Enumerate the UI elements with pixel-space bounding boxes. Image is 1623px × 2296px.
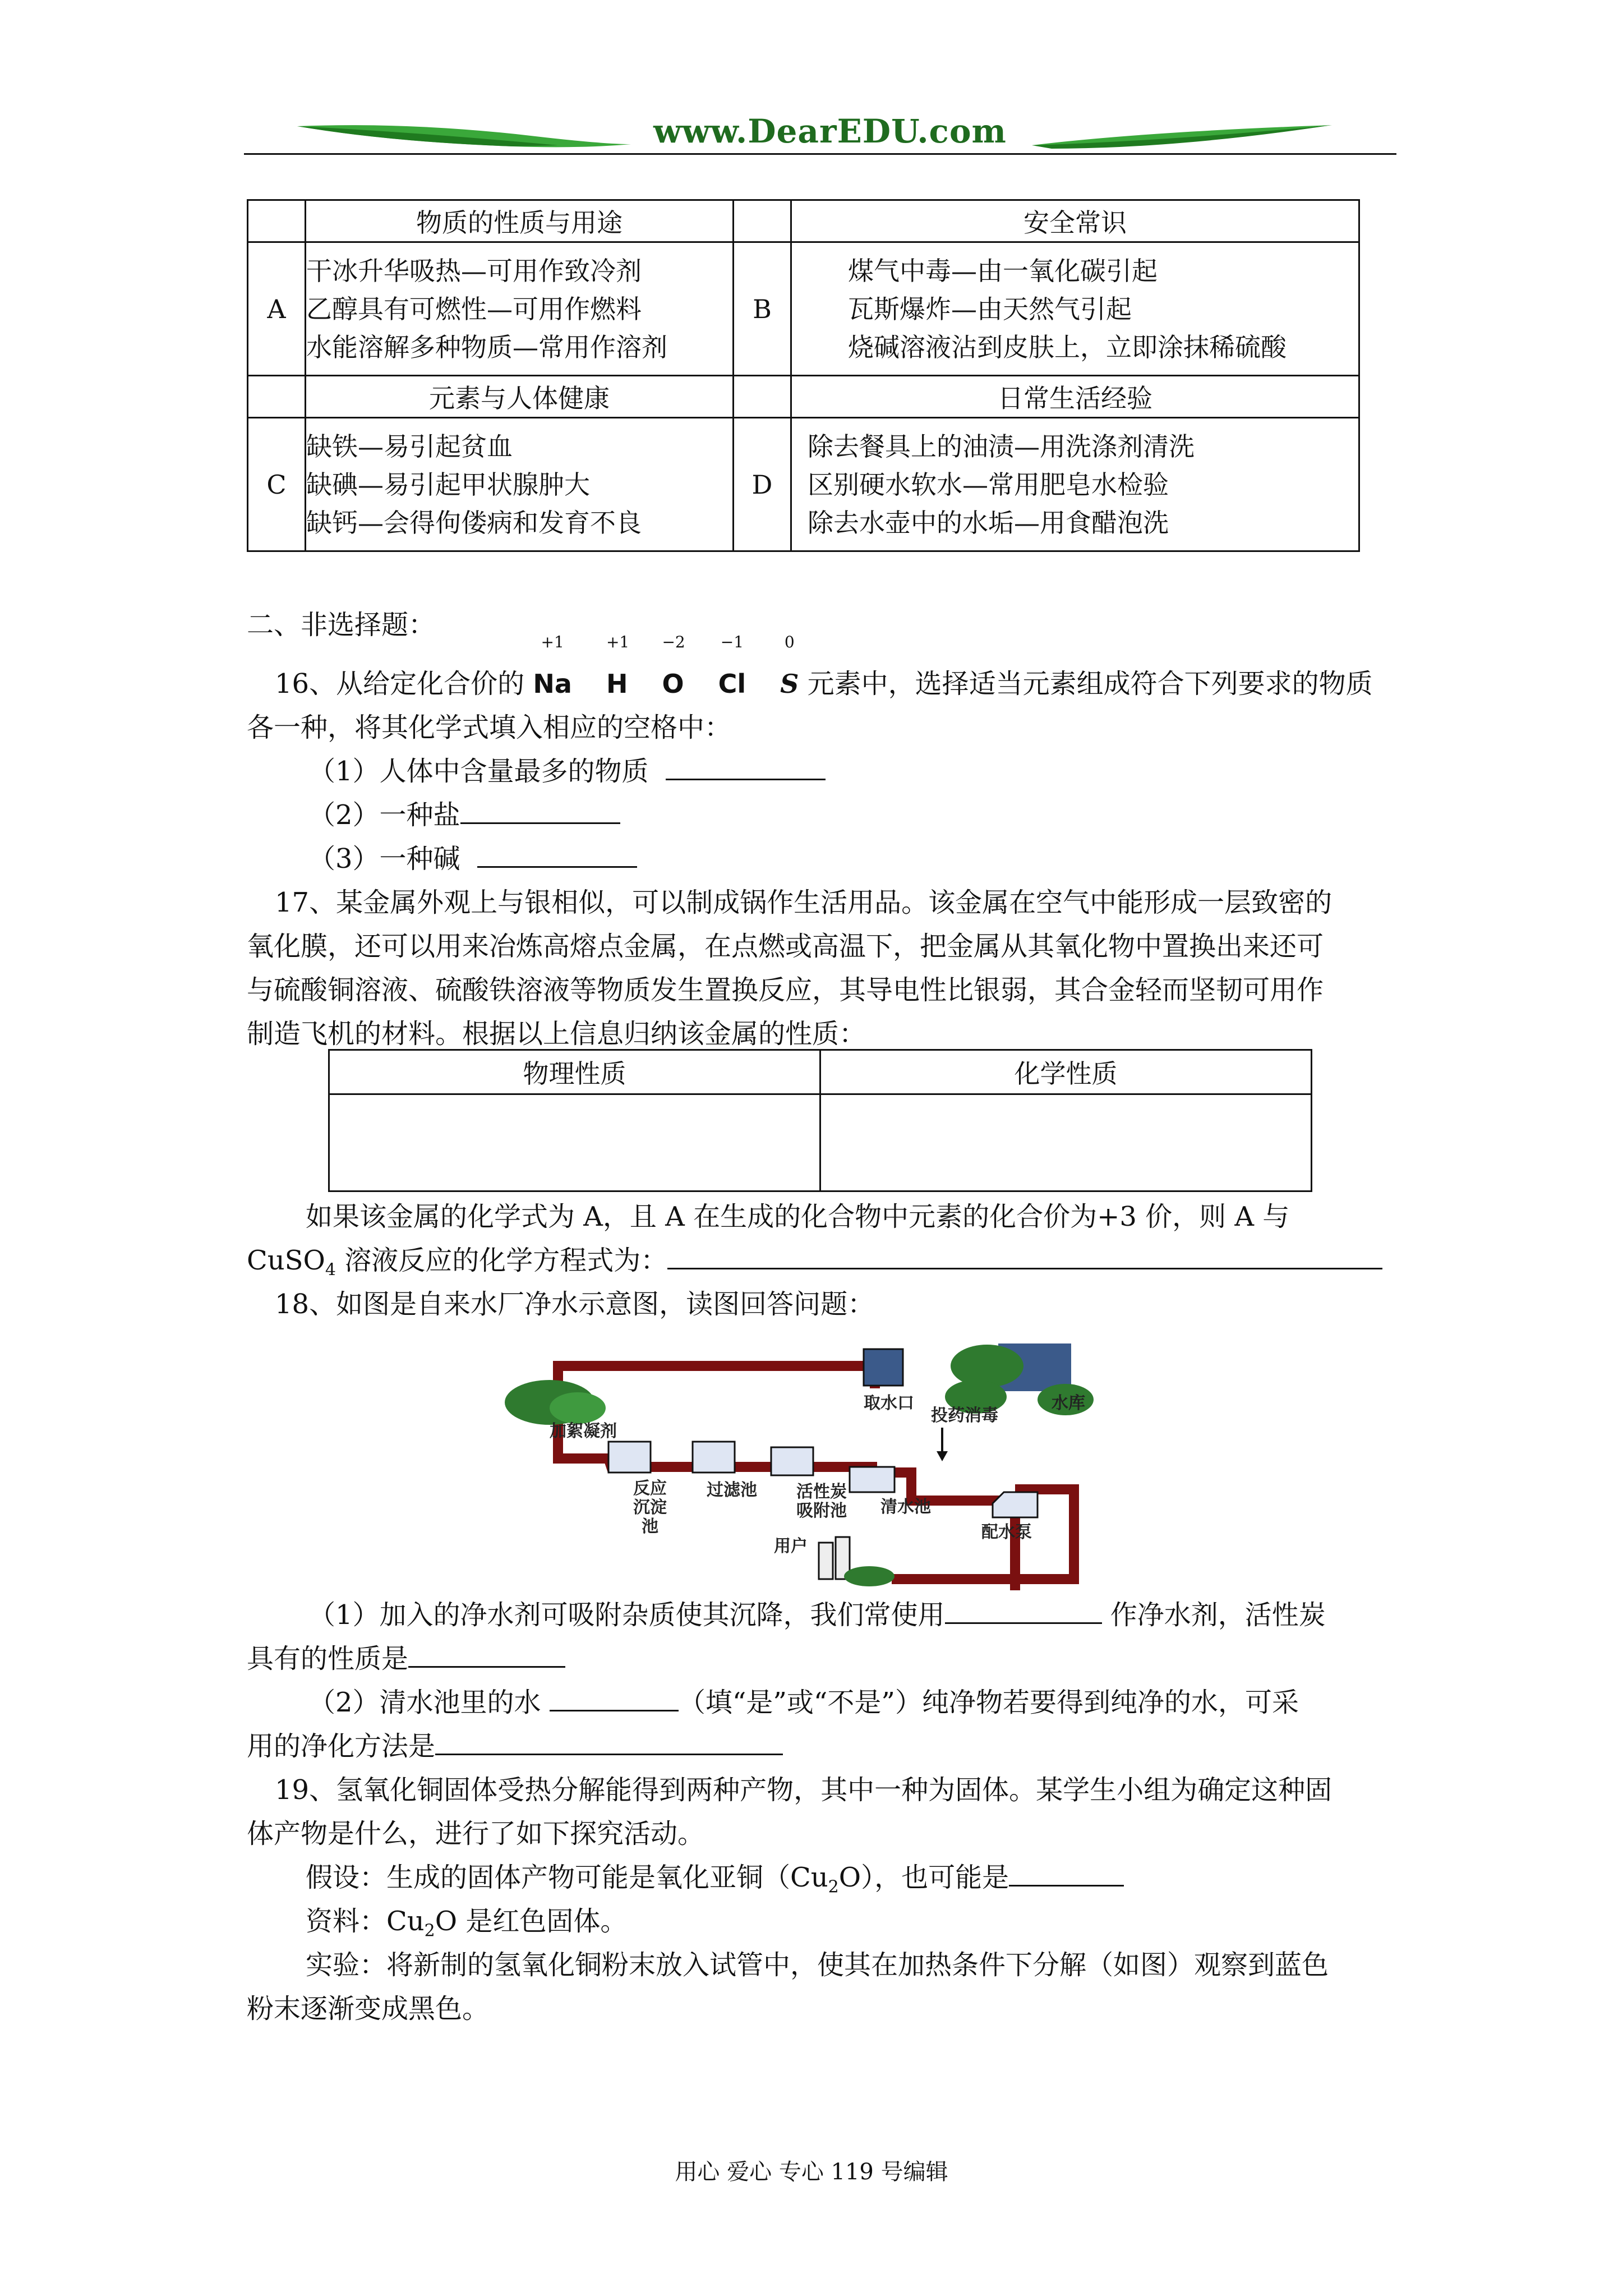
page-header — [244, 109, 1396, 160]
option-d-line: 区别硬水软水—常用肥皂水检验 — [808, 469, 1169, 500]
q17-after-2: CuSO$_4$ 溶液反应的化学方程式为： — [247, 1239, 1382, 1292]
coagulant-answer-blank[interactable] — [945, 1593, 1102, 1624]
metal-property-table — [328, 1049, 1312, 1192]
q19-line-1: 19、氢氧化铜固体受热分解能得到两种产物，其中一种为固体。某学生小组为确定这种固 — [275, 1774, 1332, 1806]
q16-prefix: 16、从给定化合价的 — [275, 668, 525, 700]
physical-property-answer[interactable] — [329, 1094, 820, 1191]
option-letter-b: B — [734, 242, 791, 376]
q16-item-1: （1）人体中含量最多的物质 — [308, 749, 826, 793]
q18-sub1-line-2: 具有的性质是 — [247, 1637, 565, 1681]
option-d-content — [791, 418, 1359, 551]
q16-answer-blank-3[interactable] — [477, 837, 637, 868]
option-letter-a: A — [248, 242, 306, 376]
water-plant-illustration — [505, 1332, 1127, 1590]
q18-sub2-line-2: 用的净化方法是 — [247, 1724, 783, 1768]
label-clear-water-tank: 清水池 — [880, 1497, 931, 1517]
purification-method-answer-blank[interactable] — [435, 1724, 783, 1755]
q17-line-4: 制造飞机的材料。根据以上信息归纳该金属的性质： — [247, 1018, 866, 1050]
blank-cell — [248, 200, 306, 242]
q19-experiment-line-2: 粉末逐渐变成黑色。 — [247, 1993, 490, 2024]
q19-experiment-line-1: 实验：将新制的氢氧化铜粉末放入试管中，使其在加热条件下分解（如图）观察到蓝色 — [306, 1949, 1329, 1981]
label-sediment-tank: 反应沉淀池 — [633, 1479, 667, 1536]
q16-answer-blank-1[interactable] — [666, 749, 826, 780]
water-plant-diagram — [505, 1332, 1127, 1590]
label-intake: 取水口 — [864, 1393, 914, 1413]
option-a-content — [306, 242, 734, 376]
page-footer: 用心 爱心 专心 119 号编辑 — [675, 2159, 948, 2185]
option-a-line: 干冰升华吸热—可用作致冷剂 — [306, 255, 642, 286]
chemical-property-answer[interactable] — [820, 1094, 1312, 1191]
option-a-line: 水能溶解多种物质—常用作溶剂 — [306, 332, 667, 362]
option-b-line: 瓦斯爆炸—由天然气引起 — [848, 293, 1132, 324]
table-head-right: 安全常识 — [791, 200, 1359, 242]
option-c-line: 缺碘—易引起甲状腺肿大 — [306, 469, 590, 500]
q18-sub1-line-1: （1）加入的净水剂可吸附杂质使其沉降，我们常使用 作净水剂，活性炭 — [308, 1593, 1326, 1637]
option-c-line: 缺钙—会得佝偻病和发育不良 — [306, 507, 642, 538]
label-carbon-tank: 活性炭吸附池 — [796, 1482, 847, 1521]
q17-line-2: 氧化膜，还可以用来冶炼高熔点金属，在点燃或高温下，把金属从其氧化物中置换出来还可 — [247, 931, 1324, 962]
label-disinfect: 投药消毒 — [931, 1406, 998, 1425]
choice-table — [247, 199, 1360, 552]
option-c-content — [306, 418, 734, 551]
option-b-content — [791, 242, 1359, 376]
blank-cell — [734, 200, 791, 242]
option-c-line: 缺铁—易引起贫血 — [306, 431, 513, 462]
q16-line-1 — [275, 633, 1373, 706]
q19-hypothesis: 假设：生成的固体产物可能是氧化亚铜$(Cu_2O)$，也可能是 — [306, 1856, 1124, 1910]
col-physical-property: 物理性质 — [329, 1050, 820, 1094]
hypothesis-answer-blank[interactable] — [1009, 1856, 1124, 1887]
option-d-line: 除去水壶中的水垢—用食醋泡洗 — [808, 507, 1169, 538]
label-water-pump: 配水泵 — [981, 1522, 1032, 1542]
section-heading: 二、非选择题： — [247, 609, 436, 641]
element-s: 0 S — [780, 633, 799, 699]
table-head-left-2: 元素与人体健康 — [306, 376, 734, 418]
carbon-property-answer-blank[interactable] — [408, 1637, 565, 1668]
q16-item-2: （2）一种盐 — [308, 793, 620, 837]
table-head-right-2: 日常生活经验 — [791, 376, 1359, 418]
header-rule — [244, 153, 1396, 155]
q19-line-2: 体产物是什么，进行了如下探究活动。 — [247, 1818, 705, 1849]
q17-line-1: 17、某金属外观上与银相似，可以制成锅作生活用品。该金属在空气中能形成一层致密的 — [275, 887, 1332, 918]
q19-info: 资料：$Cu_2O$ 是红色固体。 — [306, 1906, 628, 1941]
element-na: +1 Na — [533, 633, 572, 699]
label-reservoir: 水库 — [1052, 1393, 1085, 1413]
label-coagulant: 加絮凝剂 — [550, 1421, 617, 1441]
q18-title: 18、如图是自来水厂净水示意图，读图回答问题： — [275, 1289, 875, 1320]
equation-answer-blank[interactable] — [667, 1239, 1382, 1269]
option-a-line: 乙醇具有可燃性—可用作燃料 — [306, 293, 642, 324]
table-head-left: 物质的性质与用途 — [306, 200, 734, 242]
q17-line-3: 与硫酸铜溶液、硫酸铁溶液等物质发生置换反应，其导电性比银弱，其合金轻而坚韧可用作 — [247, 974, 1324, 1006]
option-d-line: 除去餐具上的油渍—用洗涤剂清洗 — [808, 431, 1195, 462]
q16-line-2: 各一种，将其化学式填入相应的空格中： — [247, 712, 732, 743]
blank-cell — [248, 376, 306, 418]
label-filter-tank: 过滤池 — [707, 1480, 757, 1500]
element-h: +1 H — [606, 633, 630, 699]
label-users: 用户 — [774, 1536, 808, 1556]
q16-item-3: （3）一种碱 — [308, 837, 637, 881]
element-cl: −1 Cl — [718, 633, 746, 699]
q18-sub2-line-1: （2）清水池里的水 （填“是”或“不是”）纯净物若要得到纯净的水，可采 — [308, 1681, 1299, 1724]
blank-cell — [734, 376, 791, 418]
col-chemical-property: 化学性质 — [820, 1050, 1312, 1094]
option-b-line: 烧碱溶液沾到皮肤上，立即涂抹稀硫酸 — [848, 332, 1287, 362]
site-name: www.DearEDU.com — [653, 112, 1007, 150]
pure-substance-answer-blank[interactable] — [550, 1681, 679, 1711]
option-letter-c: C — [248, 418, 306, 551]
option-letter-d: D — [734, 418, 791, 551]
element-o: −2 O — [662, 633, 685, 699]
q16-suffix: 元素中，选择适当元素组成符合下列要求的物质 — [807, 668, 1373, 700]
q16-answer-blank-2[interactable] — [460, 793, 620, 824]
q17-after-1: 如果该金属的化学式为 A，且 A 在生成的化合物中元素的化合价为+3 价，则 A 与 — [306, 1201, 1290, 1232]
option-b-line: 煤气中毒—由一氧化碳引起 — [848, 255, 1158, 286]
